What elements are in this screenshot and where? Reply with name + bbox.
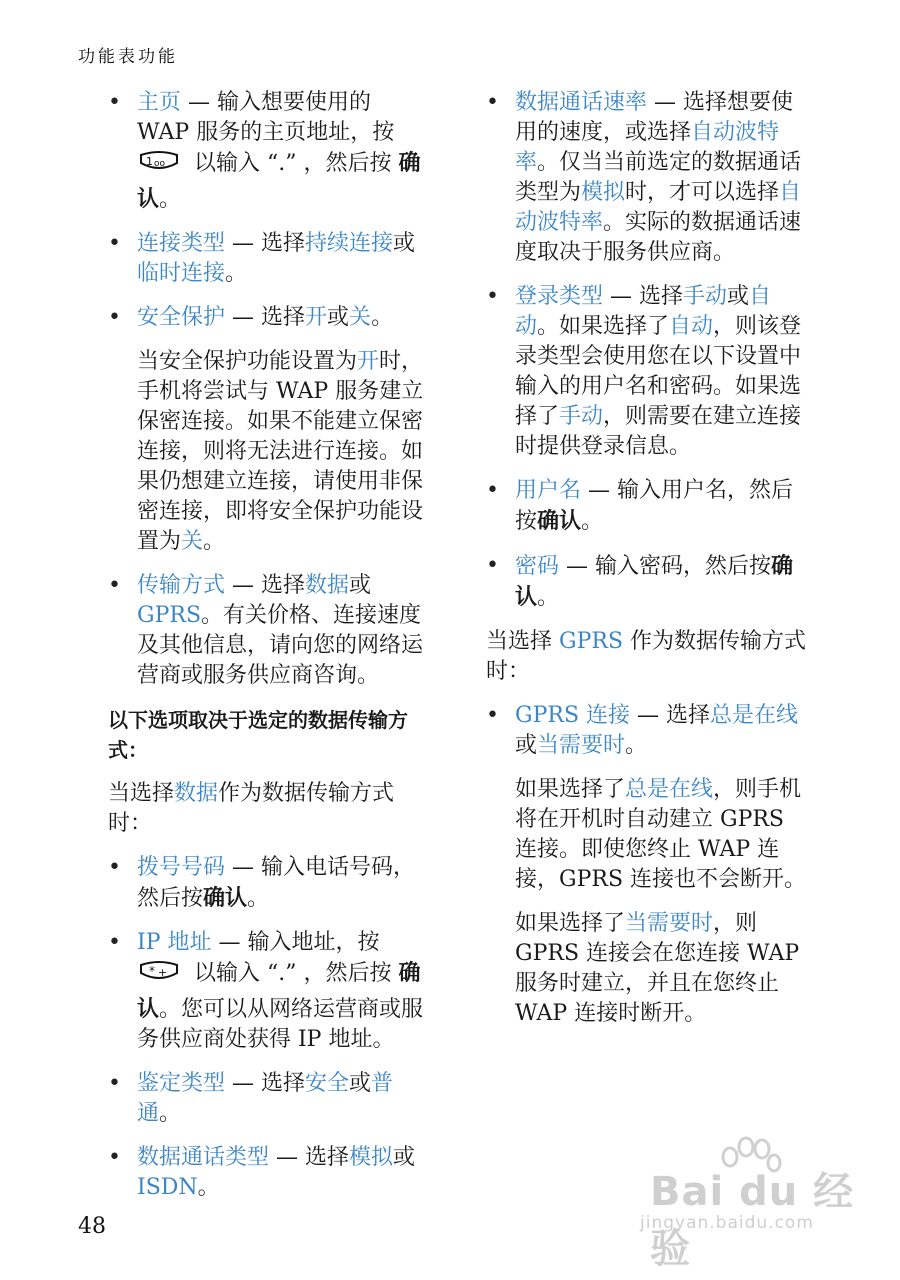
text: 或 (515, 733, 538, 758)
option-auto-baud: 自动波特率 (515, 180, 802, 235)
term-auth-type: 鉴定类型 (137, 1071, 226, 1096)
svg-text:oo: oo (154, 159, 166, 169)
text: 。 (225, 261, 248, 286)
svg-text:+: + (158, 966, 168, 979)
option-permanent: 持续连接 (305, 231, 394, 256)
text: 如果选择了 (515, 777, 626, 802)
text: — 输入电话号码，然后按 (137, 855, 416, 911)
term-dial-number: 拨号号码 (137, 855, 226, 880)
text: 作为数据传输方式时： (108, 781, 395, 836)
text: — 选择 (225, 231, 306, 256)
text: — 选择想要使用的速度，或选择 (515, 90, 794, 145)
term-homepage: 主页 (137, 90, 182, 115)
data-intro (108, 779, 428, 839)
term-password: 密码 (515, 554, 560, 579)
option-data: 数据 (305, 573, 350, 598)
option-always-online: 总是在线 (625, 777, 714, 802)
text: 。您可以从网络运营商或服务供应商处获得 IP 地址。 (137, 997, 424, 1052)
text: 。 (371, 305, 394, 330)
option-gprs: GPRS (559, 629, 624, 654)
right-column (486, 88, 806, 1043)
text: ，则该登录类型会使用您在以下设置中输入的用户名和密码。如果选择了 (515, 314, 802, 429)
list-item-login-type (486, 282, 806, 462)
option-always-online: 总是在线 (710, 703, 799, 728)
text: — 输入用户名，然后按 (515, 478, 794, 534)
text: 或 (393, 231, 416, 256)
page-header: 功能表功能 (78, 47, 178, 67)
text: — 输入想要使用的 WAP 服务的主页地址，按 (137, 90, 395, 145)
term-call-speed: 数据通话速率 (515, 90, 648, 115)
text: 以输入 “.” ，然后按 (187, 961, 399, 986)
text: ，则手机将在开机时自动建立 GPRS 连接。即使您终止 WAP 连接，GPRS 连接也不会断开。 (515, 777, 807, 892)
text: 或 (393, 1145, 416, 1170)
option-normal: 普通 (137, 1071, 394, 1126)
ok-keyword: 确认 (137, 150, 421, 212)
security-note (137, 347, 428, 557)
list-item-ip-address (108, 928, 428, 1055)
option-on: 开 (305, 305, 328, 330)
list-item-username (486, 476, 806, 537)
svg-text:1: 1 (146, 155, 153, 168)
text: 或 (349, 573, 372, 598)
term-login-type: 登录类型 (515, 284, 604, 309)
ok-keyword: 确认 (203, 885, 248, 911)
text: ，则需要在建立连接时提供登录信息。 (515, 404, 802, 459)
section-heading: 以下选项取决于选定的数据传输方式： (108, 708, 408, 762)
text: 或 (727, 284, 750, 309)
text: — 输入密码，然后按 (559, 554, 772, 579)
text: — 输入地址，按 (211, 930, 380, 955)
option-when-needed: 当需要时 (625, 911, 714, 936)
text: 。仅当当前选定的数据通话类型为 (515, 150, 802, 205)
ok-keyword: 确认 (137, 960, 421, 1022)
text: 。 (197, 1175, 220, 1200)
text: 。 (159, 187, 182, 212)
list-item-auth-type (108, 1069, 428, 1129)
text: 。 (537, 585, 560, 610)
text: 。有关价格、连接速度及其他信息，请向您的网络运营商或服务供应商咨询。 (137, 603, 424, 688)
option-manual: 手动 (683, 284, 728, 309)
list-item-connection-type (108, 229, 428, 289)
option-off: 关 (349, 305, 372, 330)
text: — 选择 (603, 284, 684, 309)
list-item-password (486, 551, 806, 613)
term-ip-address: IP 地址 (137, 930, 212, 955)
option-off: 关 (181, 529, 204, 554)
text: 。如果选择了 (537, 314, 670, 339)
term-connection-type: 连接类型 (137, 231, 226, 256)
term-call-type: 数据通话类型 (137, 1145, 270, 1170)
left-column (108, 88, 428, 1217)
gprs-intro (486, 627, 806, 687)
key-1-icon (137, 149, 181, 184)
text: 当选择 (108, 781, 175, 806)
term-bearer: 传输方式 (137, 573, 226, 598)
option-auto-baud: 自动波特率 (515, 120, 780, 175)
text: — 选择 (630, 703, 711, 728)
text: 。 (581, 509, 604, 534)
text: — 选择 (225, 1071, 306, 1096)
option-auto: 自动 (515, 284, 772, 339)
option-secure: 安全 (305, 1071, 350, 1096)
list-item-homepage (108, 88, 428, 215)
svg-text:*: * (149, 964, 155, 978)
text: — 选择 (269, 1145, 350, 1170)
option-data: 数据 (174, 781, 219, 806)
text: 。 (247, 886, 270, 911)
list-item-gprs-connection (486, 701, 806, 761)
text: — 选择 (225, 305, 306, 330)
watermark-brand: Bai du 经验 (650, 1169, 855, 1272)
ok-keyword: 确认 (515, 553, 794, 610)
page-number: 48 (78, 1214, 106, 1239)
when-needed-note (515, 909, 806, 1029)
option-manual: 手动 (559, 404, 604, 429)
option-temporary: 临时连接 (137, 261, 226, 286)
text: 以输入 “.” ，然后按 (187, 151, 399, 176)
text: 或 (327, 305, 350, 330)
text: 或 (349, 1071, 372, 1096)
text: 。 (625, 733, 648, 758)
option-auto: 自动 (669, 314, 714, 339)
option-analog: 模拟 (349, 1145, 394, 1170)
text: 时，手机将尝试与 WAP 服务建立保密连接。如果不能建立保密连接，则将无法进行连接。如果仍想建立连接，请使用非保密连接，即将安全保护功能设置为 (137, 349, 424, 554)
term-username: 用户名 (515, 478, 582, 503)
term-security: 安全保护 (137, 305, 226, 330)
text: 当安全保护功能设置为 (137, 349, 358, 374)
key-star-icon (137, 959, 181, 994)
option-analog: 模拟 (581, 180, 626, 205)
list-item-call-speed (486, 88, 806, 268)
text: — 选择 (225, 573, 306, 598)
text: 作为数据传输方式时： (486, 629, 807, 684)
list-item-bearer (108, 571, 428, 691)
list-item-dial-number (108, 853, 428, 914)
text: 如果选择了 (515, 911, 626, 936)
text: 当选择 (486, 629, 559, 654)
text: 。 (203, 529, 226, 554)
watermark (620, 1135, 870, 1272)
option-when-needed: 当需要时 (537, 733, 626, 758)
text: ，则 GPRS 连接会在您连接 WAP 服务时建立，并且在您终止 WAP 连接时断开。 (515, 911, 800, 1026)
ok-keyword: 确认 (537, 508, 582, 534)
option-gprs: GPRS (137, 603, 202, 628)
text: 。 (159, 1101, 182, 1126)
text: 。实际的数据通话速度取决于服务供应商。 (515, 210, 802, 265)
list-item-call-type (108, 1143, 428, 1203)
list-item-security (108, 303, 428, 333)
option-isdn: ISDN (137, 1175, 198, 1200)
always-online-note (515, 775, 806, 895)
watermark-url: jingyan.baidu.com (640, 1213, 814, 1233)
option-on: 开 (357, 349, 380, 374)
term-gprs-connection: GPRS 连接 (515, 703, 631, 728)
text: 时，才可以选择 (625, 180, 780, 205)
